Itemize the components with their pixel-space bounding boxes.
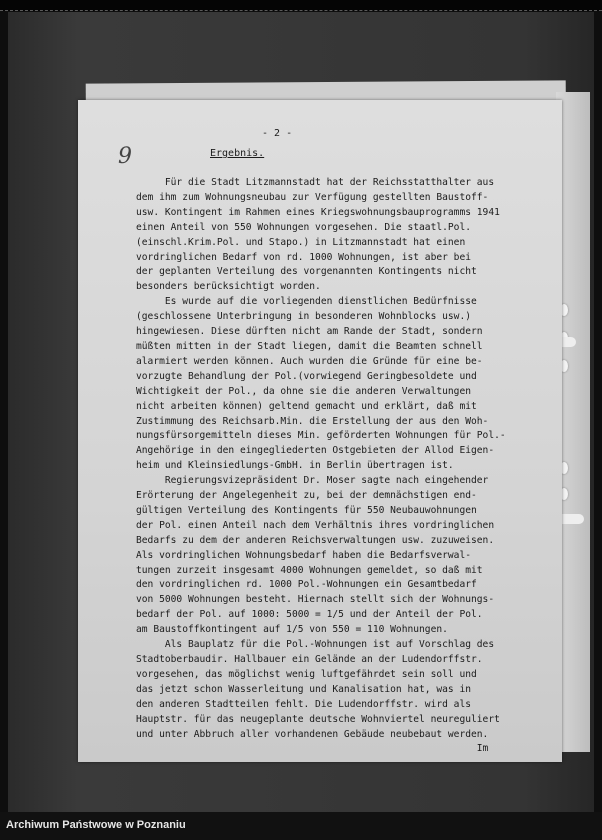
scanned-document — [8, 12, 594, 812]
text-line: besonders berücksichtigt worden. — [136, 281, 321, 293]
text-line: alarmiert werden können. Auch wurden die Gründe für eine be- — [136, 355, 483, 367]
text-line: Regierungsvizepräsident Dr. Moser sagte nach eingehender — [136, 475, 489, 487]
archive-label: Archiwum Państwowe w Poznaniu — [6, 819, 186, 831]
document-page — [78, 100, 562, 762]
text-line: das jetzt schon Wasserleitung und Kanalisation hat, was in — [136, 683, 472, 695]
text-line: vorgesehen, das möglichst wenig luftgefährdet sein soll und — [136, 668, 477, 680]
text-line: am Baustoffkontingent auf 1/5 von 550 = 110 Wohnungen. — [136, 624, 448, 636]
text-line: Bedarfs zu dem der anderen Reichsverwaltungen usw. zuzuweisen. — [136, 534, 495, 546]
text-line: dem ihm zum Wohnungsneubau zur Verfügung gestellten Baustoff- — [136, 191, 489, 203]
text-line: gültigen Verteilung des Kontingents für 550 Neubauwohnungen — [136, 504, 477, 516]
text-line: der Pol. einen Anteil nach dem Verhältnis ihres vordringlichen — [136, 519, 495, 531]
text-line: vordringlichen Bedarf von rd. 1000 Wohnungen, ist aber bei — [136, 251, 472, 263]
text-line: den vordringlichen rd. 1000 Pol.-Wohnungen ein Gesamtbedarf — [136, 579, 477, 591]
film-edge — [0, 0, 602, 11]
text-line: Für die Stadt Litzmannstadt hat der Reichsstatthalter aus — [136, 177, 495, 188]
text-line: Stadtoberbaudir. Hallbauer ein Gelände an der Ludendorffstr. — [136, 654, 483, 665]
text-line: und unter Abbruch aller vorhandenen Gebäude neubebaut werden. — [136, 728, 489, 740]
page-number: - 2 - — [262, 128, 293, 139]
text-line: Als vordringlichen Wohnungsbedarf haben die Bedarfsverwal- — [136, 549, 472, 561]
text-line: Wichtigkeit der Pol., da ohne sie die anderen Verwaltungen — [136, 385, 472, 397]
text-line: bedarf der Pol. auf 1000: 5000 = 1/5 und der Anteil der Pol. — [136, 609, 483, 621]
text-line: tungen zurzeit insgesamt 4000 Wohnungen gemeldet, so daß mit — [136, 564, 483, 576]
text-line: Angehörige in den eingegliederten Ostgebieten der Allod Eigen- — [136, 445, 495, 457]
text-line: usw. Kontingent im Rahmen eines Kriegswohnungsbauprogramms 1941 — [136, 206, 500, 218]
text-line: Hauptstr. für das neugeplante deutsche Wohnviertel neureguliert — [136, 713, 500, 725]
text-line: der geplanten Verteilung des vorgenannten Kontingents nicht — [136, 266, 477, 278]
text-line: hingewiesen. Diese dürften nicht am Rande der Stadt, sondern — [136, 326, 483, 338]
text-line: Im — [136, 743, 489, 755]
text-line: (einschl.Krim.Pol. und Stapo.) in Litzmannstadt hat einen — [136, 236, 466, 248]
text-line: einen Anteil von 550 Wohnungen vorgesehen. Die staatl.Pol. — [136, 221, 472, 233]
document-body — [136, 176, 556, 757]
document-heading: Ergebnis. — [210, 148, 265, 159]
text-line: müßten mitten in der Stadt liegen, damit die Beamten schnell — [136, 340, 483, 352]
text-line: nungsfürsorgemitteln dieses Min. geförderten Wohnungen für Pol.- — [136, 430, 506, 442]
text-line: Es wurde auf die vorliegenden dienstlichen Bedürfnisse — [136, 296, 477, 308]
text-line: Erörterung der Angelegenheit zu, bei der demnächstigen end- — [136, 490, 477, 502]
text-line: vorzugte Behandlung der Pol.(vorwiegend Geringbesoldete und — [136, 370, 477, 382]
text-line: von 5000 Wohnungen besteht. Hiernach stellt sich der Wohnungs- — [136, 594, 495, 606]
text-line: nicht arbeiten können) geltend gemacht und erklärt, daß mit — [136, 400, 477, 412]
text-line: den anderen Stadtteilen fehlt. Die Ludendorffstr. wird als — [136, 698, 472, 710]
text-line: (geschlossene Unterbringung in besonderen Wohnblocks usw.) — [136, 311, 472, 323]
text-line: Zustimmung des Reichsarb.Min. die Erstellung der aus den Woh- — [136, 415, 489, 427]
margin-number: 9 — [118, 144, 132, 169]
text-line: Als Bauplatz für die Pol.-Wohnungen ist auf Vorschlag des — [136, 639, 495, 651]
text-line: heim und Kleinsiedlungs-GmbH. in Berlin übertragen ist. — [136, 460, 454, 472]
